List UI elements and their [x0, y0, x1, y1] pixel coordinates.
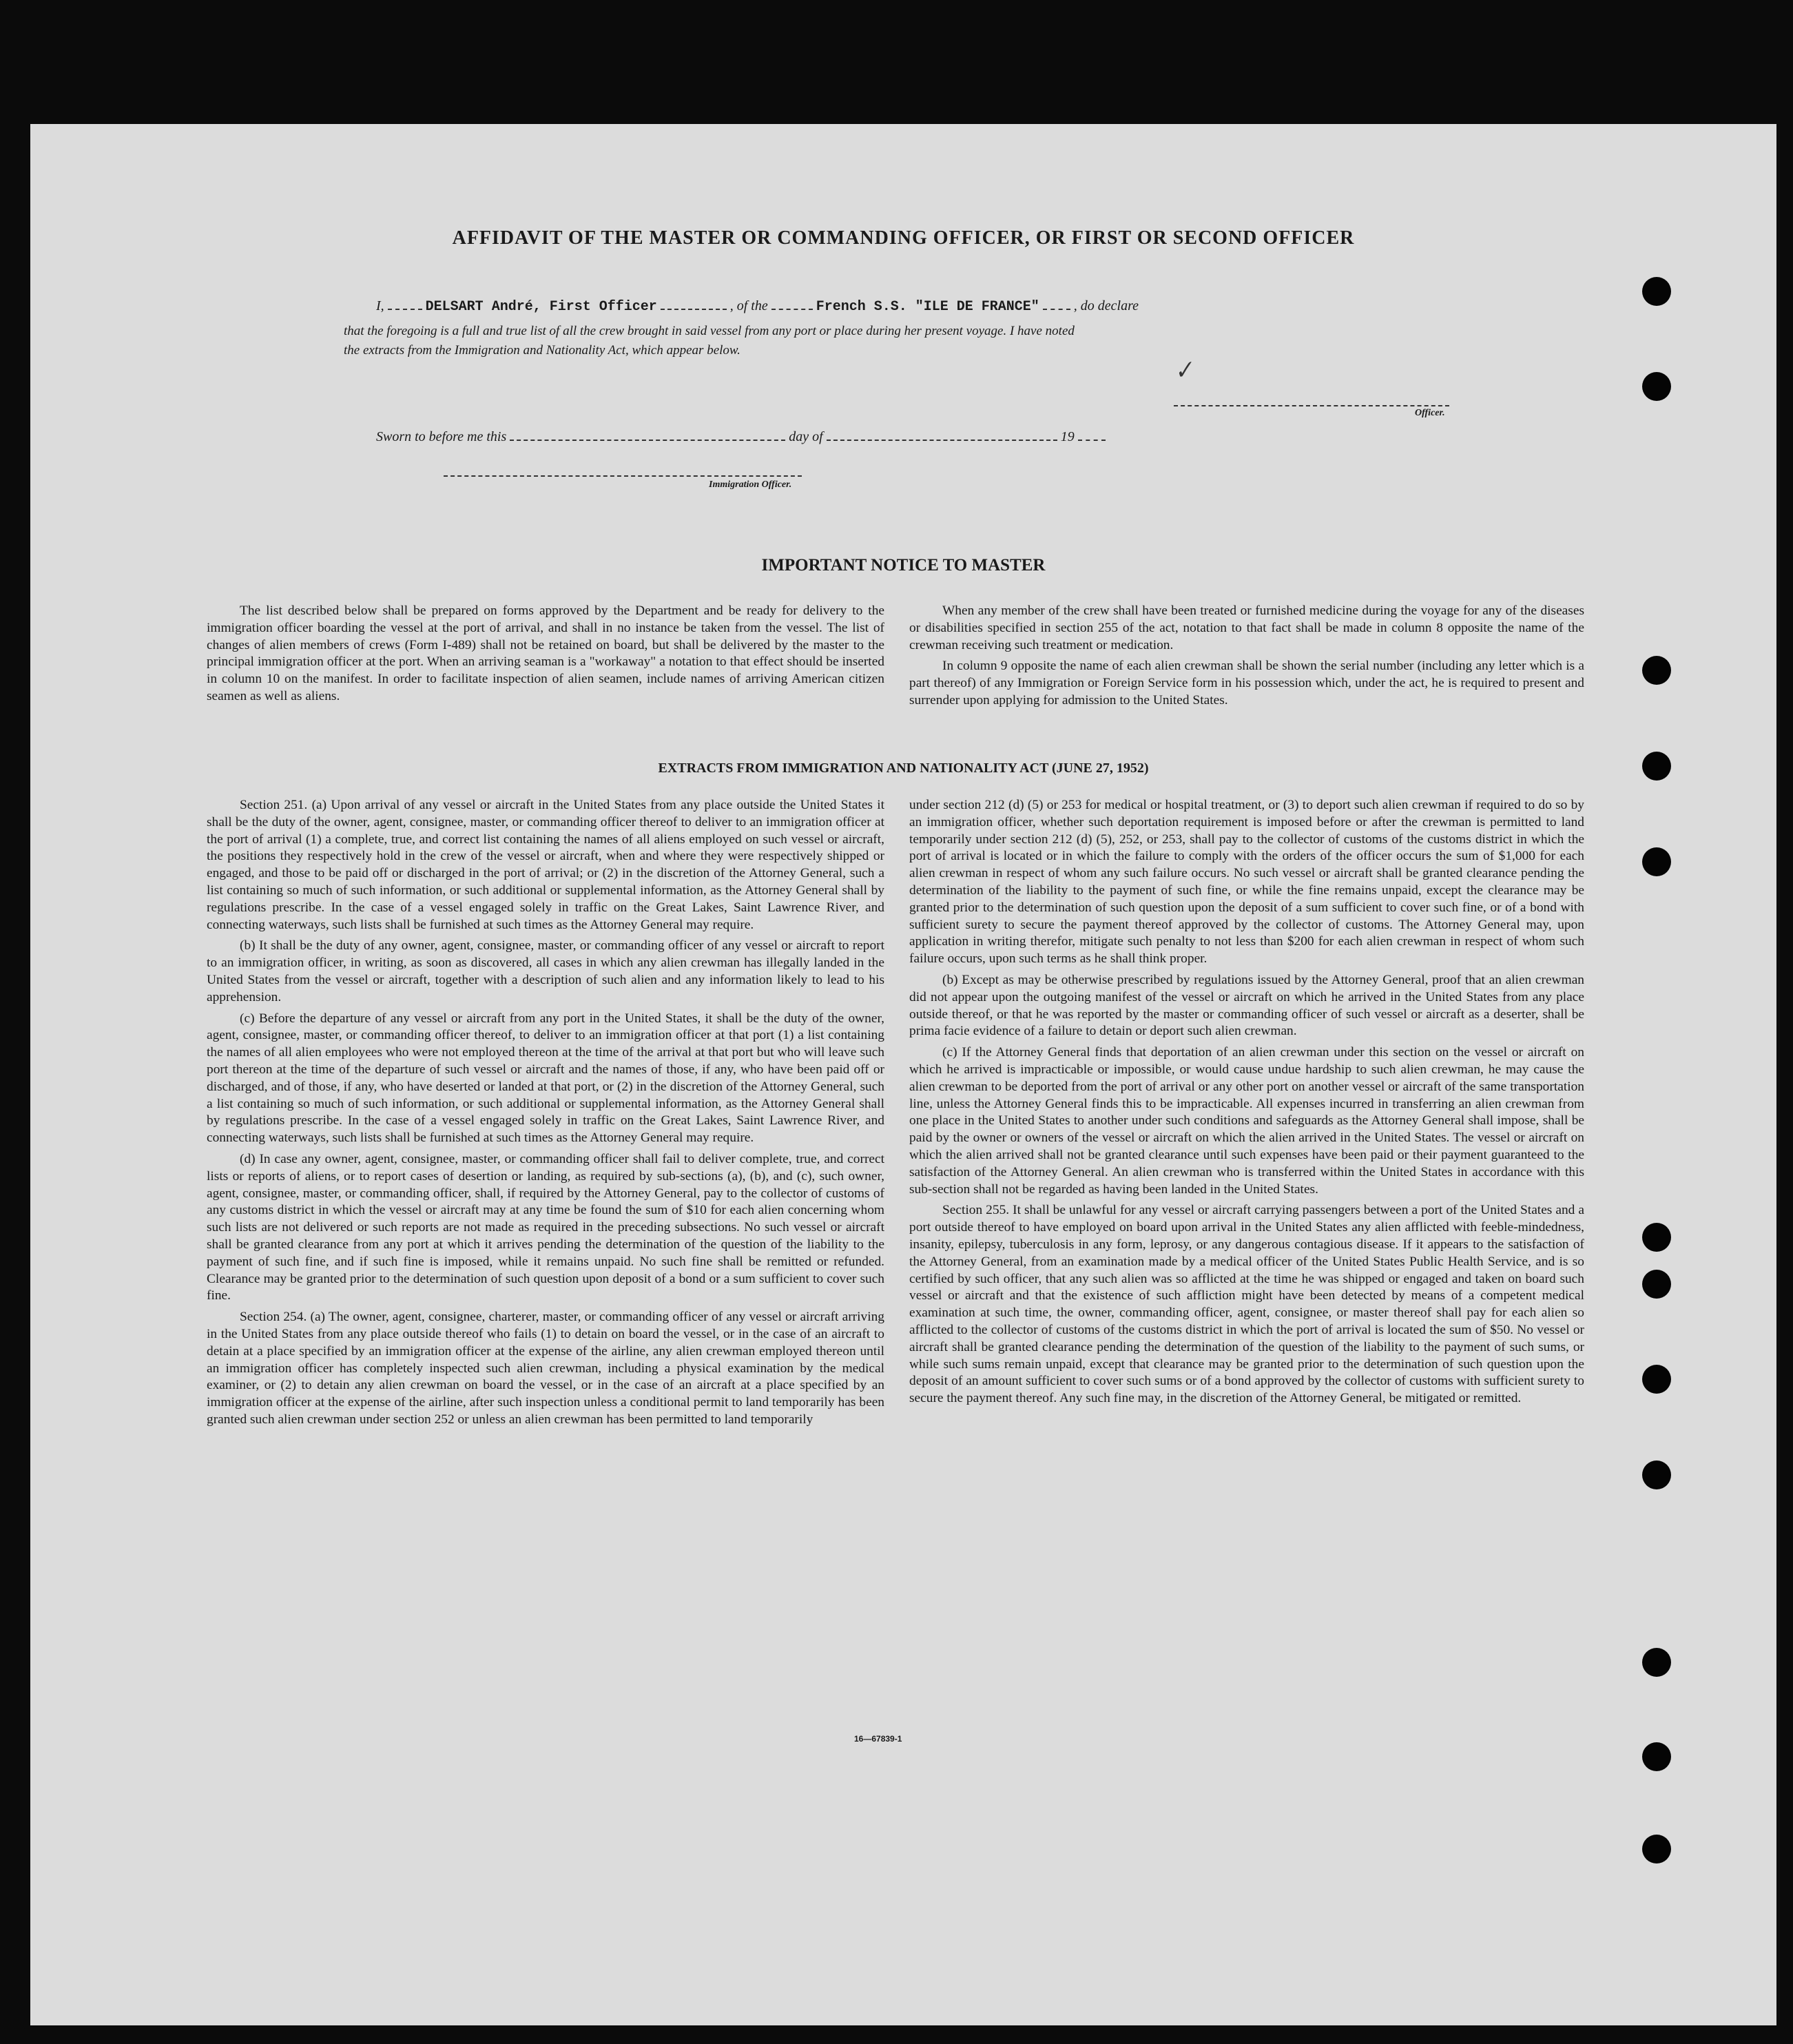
declaration-lead: I, [376, 298, 384, 313]
notice-left-column [207, 603, 884, 710]
blank-dash [827, 440, 1057, 441]
declaration-line-2: that the foregoing is a full and true list of all the crew brought in said vessel from any port or place during her present voyage. I have noted [344, 324, 1075, 338]
blank-dash [661, 309, 727, 310]
punch-hole [1642, 847, 1671, 876]
blank-dash [388, 309, 422, 310]
extract-paragraph: Section 254. (a) The owner, agent, consignee, charterer, master, or commanding officer of any vessel or aircraft arriving in the United States from any place outside thereof who fails (1) to detain on board the vessel, or in the case of an aircraft to detain at a place specified by an immigration officer at the expense of the airline, any alien crewman employed thereon until an immigration officer has completely inspected such alien crewman, including a physical examination by the medical examiner, or (2) to detain any alien crewman on board the vessel, or in the case of an aircraft at a place specified by an immigration officer at the expense of the airline, after such inspection unless a conditional permit to land temporarily has been granted such alien crewman under section 252 or unless an alien crewman has been permitted to land temporarily [207, 1310, 884, 1427]
notice-paragraph: When any member of the crew shall have been treated or furnished medicine during the voyage for any of the diseases or disabilities specified in section 255 of the act, notation to that fact shall be made in column 8 opposite the name of the crewman receiving such treatment or medication. [909, 603, 1584, 652]
sworn-label: Sworn to before me this [376, 429, 507, 444]
notice-right-column [909, 603, 1584, 714]
page-title: AFFIDAVIT OF THE MASTER OR COMMANDING OFFICER, OR FIRST OR SECOND OFFICER [452, 227, 1355, 249]
vessel-name-field: French S.S. "ILE DE FRANCE" [816, 299, 1039, 315]
blank-dash [1078, 440, 1106, 441]
extract-paragraph: (b) Except as may be otherwise prescribed by regulations issued by the Attorney General, proof that an alien crewman did not appear upon the outgoing manifest of the vessel or aircraft on which he arrived in the United States from any place outside thereof, or that he was reported by the master or commanding officer of such vessel or aircraft as a deserter, shall be prima facie evidence of a failure to detain or deport such alien crewman. [909, 972, 1584, 1039]
extract-paragraph: (c) Before the departure of any vessel or aircraft from any port in the United States, it shall be the duty of the owner, agent, consignee, master, or commanding officer thereof, to deliver to an immigration officer at that port (1) a list containing the names of all alien employees who were not employed thereon at the time of the arrival at that port but who will leave such port thereon at the time of the departure of such vessel or aircraft and the names of those, if any, who have been paid off or discharged, and of those, if any, who have deserted or landed at that port, or (2) in the discretion of the Attorney General, such a list containing so much of such information, or such additional or supplemental information, as the Attorney General shall by regulations prescribe. In the case of a vessel engaged solely in traffic on the Great Lakes, Saint Lawrence River, and connecting waterways, such lists shall be furnished at such times as the Attorney General may require. [207, 1011, 884, 1146]
sworn-line [376, 429, 1106, 445]
extracts-left-column [207, 797, 884, 1433]
punch-hole [1642, 752, 1671, 781]
officer-name-field: DELSART André, First Officer [425, 299, 657, 315]
punch-hole [1642, 1835, 1671, 1864]
signature-line [1174, 405, 1449, 406]
punch-hole [1642, 656, 1671, 685]
punch-hole [1642, 372, 1671, 401]
immigration-officer-line [444, 475, 802, 477]
extracts-title: EXTRACTS FROM IMMIGRATION AND NATIONALITY ACT (JUNE 27, 1952) [658, 761, 1149, 776]
officer-signature: ✓ [1171, 356, 1196, 386]
extract-paragraph: (c) If the Attorney General finds that deportation of an alien crewman under this section on the vessel or aircraft on which he arrived is impracticable or impossible, or would cause undue hardship to such alien crewman, he may cause the alien crewman to be deported from the port of arrival or any other port on another vessel or aircraft of the same transportation line, unless the Attorney General finds this to be impracticable. All expenses incurred in transferring an alien crewman from one place in the United States to another under such conditions and safeguards as the Attorney General shall impose, shall be paid by the owner or owners of the vessel or aircraft on which the alien arrived in the United States. The vessel or aircraft on which the alien arrived shall not be granted clearance until such expenses have been paid or their payment guaranteed to the satisfaction of the Attorney General. An alien crewman who is transferred within the United States in accordance with this sub-section shall not be regarded as having been landed in the United States. [909, 1045, 1584, 1197]
day-of-label: day of [789, 429, 823, 444]
of-the-label: , of the [729, 298, 768, 313]
blank-dash [510, 440, 785, 441]
extracts-right-column [909, 797, 1584, 1412]
punch-hole [1642, 1223, 1671, 1252]
notice-title: IMPORTANT NOTICE TO MASTER [761, 556, 1046, 575]
do-declare-label: , do declare [1073, 298, 1139, 313]
declaration-line-3: the extracts from the Immigration and Nationality Act, which appear below. [344, 343, 740, 358]
punch-hole [1642, 1460, 1671, 1489]
officer-label: Officer. [1415, 408, 1445, 418]
punch-hole [1642, 1270, 1671, 1299]
immigration-officer-label: Immigration Officer. [709, 479, 792, 490]
notice-paragraph: In column 9 opposite the name of each alien crewman shall be shown the serial number (including any letter which is a part thereof) of any Immigration or Foreign Service form in his possession which, under the act, he is required to present and surrender upon applying for admission to the United States. [909, 659, 1584, 708]
blank-dash [771, 309, 813, 310]
extract-paragraph: (d) In case any owner, agent, consignee, master, or commanding officer shall fail to deliver complete, true, and correct lists or reports of aliens, or to report cases of desertion or landing, as required by sub-sections (a), (b), and (c), such owner, agent, consignee, master, or commanding officer, shall, if required by the Attorney General, pay to the collector of customs of any customs district in which the vessel or aircraft may at any time be found the sum of $10 for each alien concerning whom such lists are not delivered or such reports are not made as required in the preceding subsections. No such vessel or aircraft shall be granted clearance from any port at which it arrives pending the determination of the question of the liability to the payment of such fine, and if such fine is imposed, while it remains unpaid. No such fine shall be remitted or refunded. Clearance may be granted prior to the determination of such question upon deposit of a bond or a sum sufficient to cover such fine. [207, 1151, 884, 1303]
punch-hole [1642, 277, 1671, 306]
form-number: 16—67839-1 [854, 1734, 902, 1744]
document-sheet [30, 124, 1776, 2025]
blank-dash [1043, 309, 1070, 310]
extract-paragraph: Section 251. (a) Upon arrival of any vessel or aircraft in the United States from any place outside the United States it shall be the duty of the owner, agent, consignee, master, or commanding officer thereof to deliver to an immigration officer at the port of arrival (1) a complete, true, and correct list containing the names of all aliens employed on such vessel or aircraft, the positions they respectively hold in the crew of the vessel or aircraft, when and where they were respectively shipped or engaged, and those to be paid off or discharged in the port of arrival; or (2) in the discretion of the Attorney General, such a list containing so much of such information, or such additional or supplemental information, as the Attorney General shall by regulations prescribe. In the case of a vessel engaged solely in traffic on the Great Lakes, Saint Lawrence River, and connecting waterways, such lists shall be furnished at such times as the Attorney General may require. [207, 798, 884, 932]
extract-paragraph: under section 212 (d) (5) or 253 for medical or hospital treatment, or (3) to deport such alien crewman if required to do so by an immigration officer, whether such deportation requirement is imposed before or after the crewman is permitted to land temporarily under section 212 (d) (5), 252, or 253, shall pay to the collector of customs of the customs district in which the port of arrival is located or in which the failure to comply with the orders of the officer occurs the sum of $1,000 for each alien crewman in respect of whom any such failure occurs. No such vessel or aircraft shall be granted clearance pending the determination of the liability to the payment of such fine, or while the fine remains unpaid, except the clearance may be granted prior to the determination of such question upon the deposit of a sum sufficient to cover such fine, or of a bond with sufficient surety to secure the payment thereof approved by the collector of customs. The Attorney General may, upon application in writing therefor, mitigate such penalty to not less than $200 for each alien crewman in respect of whom such failure occurs, upon such terms as he shall think proper. [909, 798, 1584, 967]
punch-hole [1642, 1365, 1671, 1394]
punch-hole [1642, 1648, 1671, 1677]
year-label: 19 [1060, 429, 1075, 444]
extract-paragraph: (b) It shall be the duty of any owner, agent, consignee, master, or commanding officer of any vessel or aircraft to report to an immigration officer, in writing, as soon as discovered, all cases in which any alien crewman has illegally landed in the United States from the vessel or aircraft, together with a description of such alien and any information likely to lead to his apprehension. [207, 938, 884, 1004]
punch-hole [1642, 1742, 1671, 1771]
extract-paragraph: Section 255. It shall be unlawful for any vessel or aircraft carrying passengers between a port of the United States and a port outside thereof to have employed on board upon arrival in the United States any alien afflicted with feeble-mindedness, insanity, epilepsy, tuberculosis in any form, leprosy, or any dangerous contagious disease. If it appears to the satisfaction of the Attorney General, from an examination made by a medical officer of the United States Public Health Service, and is so certified by such officer, that any such alien was so afflicted at the time he was shipped or engaged and taken on board such vessel or aircraft and that the existence of such affliction might have been detected by means of a competent medical examination at such time, the owner, commanding officer, agent, consignee, or master thereof shall pay for each alien so afflicted to the collector of customs of the customs district in which the port of arrival is located the sum of $50. No vessel or aircraft shall be granted clearance pending the determination of the question of the liability to the payment of such sums, or while such sums remain unpaid, except that clearance may be granted prior to the determination of such question upon the deposit of an amount sufficient to cover such sums or of a bond approved by the collector of customs with sufficient surety to secure the payment thereof. Any such fine may, in the discretion of the Attorney General, be mitigated or remitted. [909, 1203, 1584, 1406]
declaration-line-1 [376, 298, 1139, 315]
notice-paragraph: The list described below shall be prepared on forms approved by the Department and be ready for delivery to the immigration officer boarding the vessel at the port of arrival, and shall in no instance be taken from the vessel. The list of changes of alien members of crews (Form I-489) shall not be retained on board, but shall be delivered by the master to the principal immigration officer at the port. When an arriving seaman is a "workaway" a notation to that effect should be inserted in column 10 on the manifest. In order to facilitate inspection of alien seamen, include names of arriving American citizen seamen as well as aliens. [207, 603, 884, 703]
